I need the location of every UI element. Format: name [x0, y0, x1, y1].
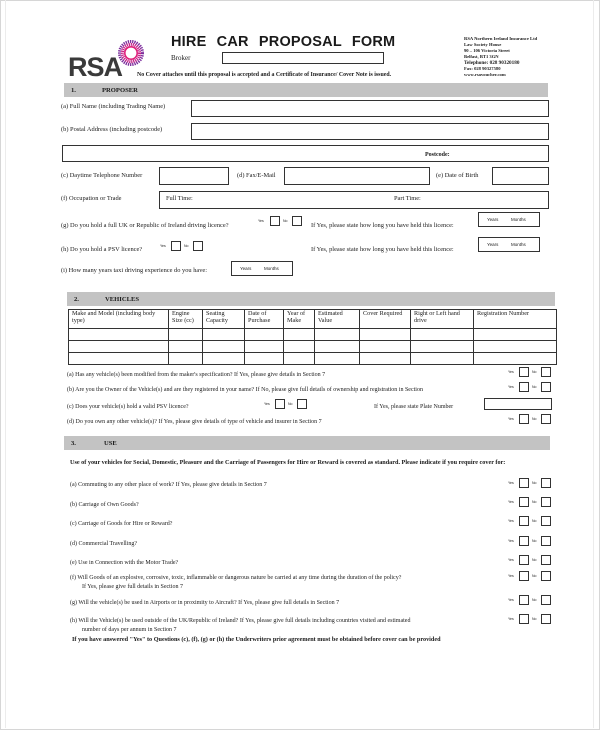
vehicle-psv-yes-checkbox[interactable] [275, 399, 285, 409]
commercial-travelling-no-checkbox[interactable] [541, 536, 551, 546]
section-number: 2. [74, 296, 79, 303]
full-name-label: (a) Full Name (including Trading Name) [61, 103, 166, 110]
psv-licence-followup-label: If Yes, please state how long you have held this licence: [311, 246, 454, 253]
question-outside-uk: (h) Will the Vehicle(s) be used outside of the UK/Republic of Ireland? If Yes, please give full details including countries visited and estimated [70, 618, 411, 624]
fax-email-field[interactable] [284, 167, 430, 185]
postcode-label: Postcode: [425, 152, 450, 158]
other-vehicles-no-checkbox[interactable] [541, 414, 551, 424]
no-label: No [532, 519, 537, 523]
column-header: Make and Model (including body type) [69, 310, 169, 329]
yes-label: Yes [160, 244, 166, 248]
psv-licence-duration-field[interactable] [478, 237, 540, 252]
question-licence: (g) Do you hold a full UK or Republic of Ireland driving licence? [61, 222, 229, 229]
phone-field[interactable] [159, 167, 229, 185]
question-own-goods: (b) Carriage of Own Goods? [70, 502, 139, 508]
column-header: Registration Number [474, 310, 557, 329]
yes-label: Yes [508, 574, 514, 578]
table-cell[interactable] [411, 353, 474, 365]
no-label: No [283, 219, 288, 223]
yes-label: Yes [508, 500, 514, 504]
table-cell[interactable] [169, 341, 203, 353]
section-3-header [64, 436, 550, 450]
column-header: Date of Purchase [245, 310, 284, 329]
table-cell[interactable] [411, 329, 474, 341]
goods-hire-yes-checkbox[interactable] [519, 516, 529, 526]
years-label: Years [487, 217, 499, 222]
airports-no-checkbox[interactable] [541, 595, 551, 605]
taxi-experience-duration-field[interactable] [231, 261, 293, 276]
insurer-address [464, 36, 537, 78]
column-header: Right or Left hand drive [411, 310, 474, 329]
section-1-header [64, 83, 548, 97]
broker-label: Broker [171, 54, 191, 62]
form-title: HIRE CAR PROPOSAL FORM [171, 34, 396, 50]
table-cell[interactable] [69, 329, 169, 341]
outside-uk-yes-checkbox[interactable] [519, 614, 529, 624]
full-name-field[interactable] [191, 100, 549, 117]
use-intro: Use of your vehicles for Social, Domestic, Pleasure and the Carriage of Passengers for Hire or Reward is covered as standard. Please indicate if you require cover for: [70, 459, 506, 466]
postal-address-field[interactable] [191, 123, 549, 140]
commuting-no-checkbox[interactable] [541, 478, 551, 488]
question-psv-licence: (h) Do you hold a PSV licence? [61, 246, 143, 253]
no-label: No [532, 481, 537, 485]
no-label: No [532, 539, 537, 543]
table-cell[interactable] [360, 353, 411, 365]
licence-no-checkbox[interactable] [292, 216, 302, 226]
modified-no-checkbox[interactable] [541, 367, 551, 377]
address-line: RSA Northern Ireland Insurance Ltd [464, 36, 538, 41]
table-cell[interactable] [169, 329, 203, 341]
goods-hire-no-checkbox[interactable] [541, 516, 551, 526]
no-label: No [184, 244, 189, 248]
vehicles-table [68, 309, 557, 365]
table-cell[interactable] [284, 341, 315, 353]
question-dangerous-goods: (f) Will Goods of an explosive, corrosive, toxic, inflammable or dangerous nature be carried at any time during the duration of the policy? [70, 575, 402, 581]
plate-number-field[interactable] [484, 398, 552, 410]
address-line: Law Society House [464, 42, 502, 47]
months-label: Months [511, 242, 526, 247]
table-cell[interactable] [360, 341, 411, 353]
postal-address-line2-field[interactable] [62, 145, 549, 162]
motor-trade-yes-checkbox[interactable] [519, 555, 529, 565]
psv-licence-no-checkbox[interactable] [193, 241, 203, 251]
question-dangerous-goods-followup: If Yes, please give full details in Section 7 [82, 584, 183, 590]
no-label: No [288, 402, 293, 406]
table-cell[interactable] [360, 329, 411, 341]
question-commuting: (a) Commuting to any other place of work? If Yes, please give details in Section 7 [70, 482, 267, 488]
table-cell[interactable] [245, 329, 284, 341]
yes-label: Yes [508, 617, 514, 621]
table-cell[interactable] [284, 353, 315, 365]
column-header: Seating Capacity [203, 310, 245, 329]
part-time-label: Part Time: [394, 195, 421, 202]
yes-label: Yes [508, 385, 514, 389]
yes-label: Yes [508, 417, 514, 421]
owner-no-checkbox[interactable] [541, 382, 551, 392]
no-label: No [532, 574, 537, 578]
dangerous-goods-no-checkbox[interactable] [541, 571, 551, 581]
question-goods-hire: (c) Carriage of Goods for Hire or Reward? [70, 521, 173, 527]
dob-field[interactable] [492, 167, 549, 185]
section-2-header [67, 292, 555, 306]
commuting-yes-checkbox[interactable] [519, 478, 529, 488]
table-cell[interactable] [474, 353, 557, 365]
modified-yes-checkbox[interactable] [519, 367, 529, 377]
dangerous-goods-yes-checkbox[interactable] [519, 571, 529, 581]
table-cell[interactable] [245, 353, 284, 365]
table-cell[interactable] [315, 353, 360, 365]
vehicle-psv-no-checkbox[interactable] [297, 399, 307, 409]
question-vehicle-modified: (a) Has any vehicle(s) been modified from the maker's specification? If Yes, please give details in Section 7 [67, 372, 326, 378]
yes-label: Yes [508, 370, 514, 374]
address-line: Belfast, BT1 3GN [464, 54, 499, 59]
section-title: VEHICLES [105, 296, 140, 303]
section-number: 3. [71, 440, 76, 447]
no-label: No [532, 370, 537, 374]
months-label: Months [511, 217, 526, 222]
column-header: Engine Size (cc) [169, 310, 203, 329]
table-cell[interactable] [315, 341, 360, 353]
no-label: No [532, 617, 537, 621]
table-cell[interactable] [203, 341, 245, 353]
fax-email-label: (d) Fax/E-Mail [237, 172, 276, 179]
postal-address-label: (b) Postal Address (including postcode) [61, 126, 163, 133]
underwriters-note: If you have answered "Yes" to Questions (c), (f), (g) or (h) the Underwriters prior agreement must be obtained before cover can be provided [72, 636, 441, 643]
table-cell[interactable] [474, 341, 557, 353]
table-cell[interactable] [315, 329, 360, 341]
motor-trade-no-checkbox[interactable] [541, 555, 551, 565]
years-label: Years [240, 266, 252, 271]
table-cell[interactable] [245, 341, 284, 353]
no-label: No [532, 500, 537, 504]
section-title: PROPOSER [102, 87, 138, 94]
phone-label: (c) Daytime Telephone Number [61, 172, 143, 179]
table-cell[interactable] [474, 329, 557, 341]
owner-yes-checkbox[interactable] [519, 382, 529, 392]
own-goods-no-checkbox[interactable] [541, 497, 551, 507]
rsa-sunburst-icon [118, 40, 144, 66]
table-row [69, 341, 557, 353]
table-cell[interactable] [203, 329, 245, 341]
table-cell[interactable] [411, 341, 474, 353]
question-vehicle-owner: (b) Are you the Owner of the Vehicle(s) and are they registered in your name? If No, please give full details of ownership and registration in Section [67, 387, 423, 393]
licence-duration-field[interactable] [478, 212, 540, 227]
table-cell[interactable] [69, 341, 169, 353]
occupation-label: (f) Occupation or Trade [61, 195, 122, 202]
licence-yes-checkbox[interactable] [270, 216, 280, 226]
column-header: Cover Required [360, 310, 411, 329]
no-label: No [532, 417, 537, 421]
years-label: Years [487, 242, 499, 247]
months-label: Months [264, 266, 279, 271]
table-row [69, 353, 557, 365]
rsa-logo-text: RSA [68, 52, 123, 82]
licence-followup-label: If Yes, please state how long you have held this licence: [311, 222, 454, 229]
section-title: USE [104, 440, 117, 447]
other-vehicles-yes-checkbox[interactable] [519, 414, 529, 424]
yes-label: Yes [508, 481, 514, 485]
table-cell[interactable] [203, 353, 245, 365]
yes-label: Yes [508, 539, 514, 543]
outside-uk-no-checkbox[interactable] [541, 614, 551, 624]
address-line: 90 – 106 Victoria Street [464, 48, 510, 53]
question-vehicle-psv-licence: (c) Does your vehicle(s) hold a valid PSV licence? [67, 404, 189, 410]
table-cell[interactable] [169, 353, 203, 365]
dob-label: (e) Date of Birth [436, 172, 479, 179]
airports-yes-checkbox[interactable] [519, 595, 529, 605]
question-motor-trade: (e) Use in Connection with the Motor Trade? [70, 560, 179, 566]
commercial-travelling-yes-checkbox[interactable] [519, 536, 529, 546]
question-outside-uk-followup: number of days per annum in Section 7 [82, 627, 177, 633]
column-header: Year of Make [284, 310, 315, 329]
no-label: No [532, 385, 537, 389]
own-goods-yes-checkbox[interactable] [519, 497, 529, 507]
cover-notice: No Cover attaches until this proposal is accepted and a Certificate of Insurance/ Cover Note is issued. [137, 72, 392, 78]
no-label: No [532, 558, 537, 562]
table-row [69, 329, 557, 341]
yes-label: Yes [264, 402, 270, 406]
occupation-field[interactable] [159, 191, 549, 209]
plate-number-label: If Yes, please state Plate Number [374, 404, 454, 410]
column-header: Estimated Value [315, 310, 360, 329]
yes-label: Yes [508, 558, 514, 562]
full-time-label: Full Time: [166, 195, 193, 202]
question-taxi-experience: (i) How many years taxi driving experience do you have: [61, 267, 208, 274]
question-airports: (g) Will the vehicle(s) be used in Airports or in proximity to Aircraft? If Yes, please give full details in Section 7 [70, 600, 340, 606]
no-label: No [532, 598, 537, 602]
address-line: Fax: 028 90327580 [464, 66, 501, 71]
table-cell[interactable] [284, 329, 315, 341]
table-cell[interactable] [69, 353, 169, 365]
yes-label: Yes [508, 519, 514, 523]
address-line: www.rsavoucher.com [464, 72, 506, 77]
address-line: Telephone: 028 90320180 [464, 60, 520, 66]
question-other-vehicles: (d) Do you own any other vehicle(s)? If Yes, please give details of type of vehicle and insurer in Section 7 [67, 419, 322, 425]
table-header-row [69, 310, 557, 329]
yes-label: Yes [508, 598, 514, 602]
yes-label: Yes [258, 219, 264, 223]
broker-field[interactable] [222, 52, 384, 64]
question-commercial-travelling: (d) Commercial Travelling? [70, 541, 137, 547]
psv-licence-yes-checkbox[interactable] [171, 241, 181, 251]
section-number: 1. [71, 87, 76, 94]
